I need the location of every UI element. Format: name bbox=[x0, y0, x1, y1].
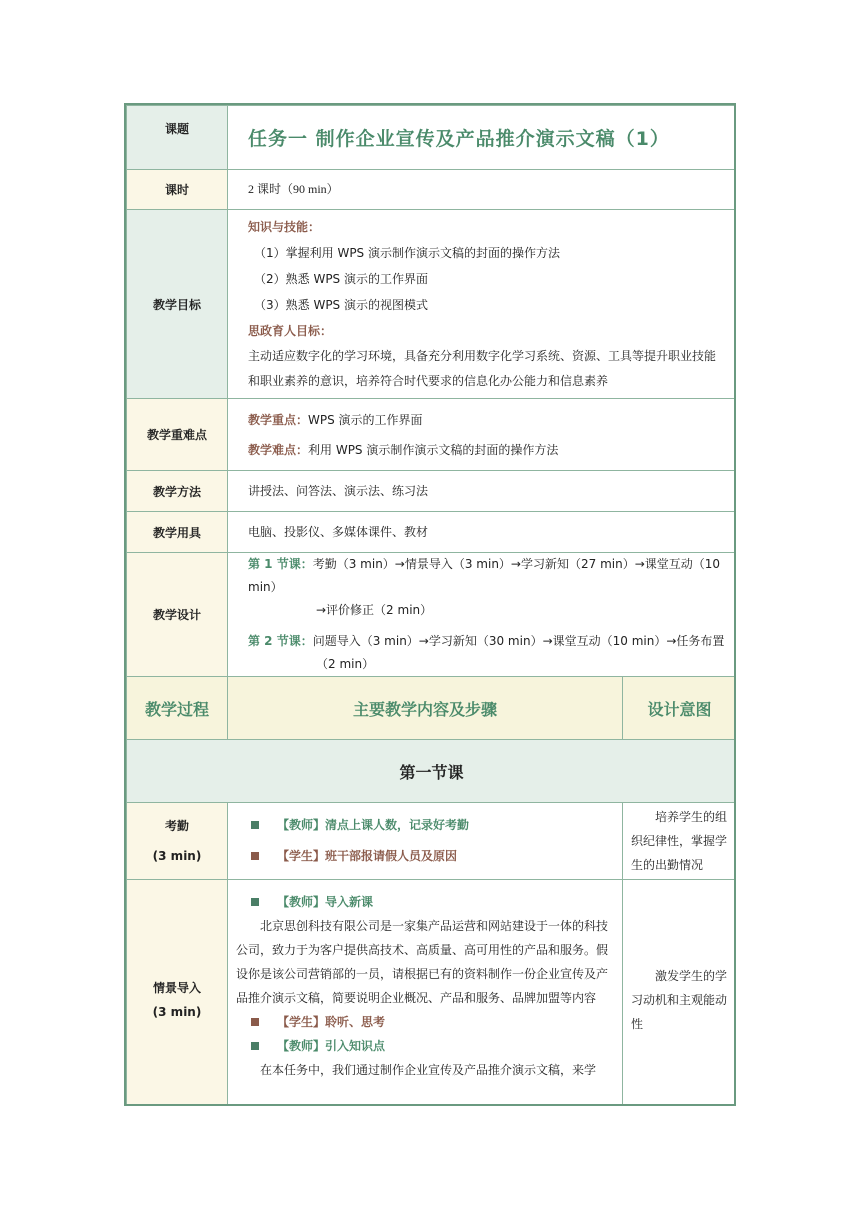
bullet-green-icon bbox=[251, 898, 259, 906]
goal-item-1: （1）掌握利用 WPS 演示制作演示文稿的封面的操作方法 bbox=[254, 246, 560, 260]
process-header-col1: 教学过程 bbox=[127, 677, 228, 740]
goal-item-3: （3）熟悉 WPS 演示的视图模式 bbox=[254, 298, 428, 312]
keypoints-row bbox=[127, 399, 737, 471]
hours-row bbox=[127, 170, 737, 210]
hard-label: 教学难点： bbox=[248, 442, 309, 457]
tools-label: 教学用具 bbox=[127, 512, 228, 553]
bullet-green-icon bbox=[251, 821, 259, 829]
knowledge-title: 知识与技能： bbox=[248, 220, 321, 234]
section1-title: 第一节课 bbox=[127, 740, 737, 803]
section1-row bbox=[127, 740, 737, 803]
goal-item-2: （2）熟悉 WPS 演示的工作界面 bbox=[254, 272, 428, 286]
lesson-plan-sheet bbox=[124, 103, 736, 1106]
goals-content bbox=[228, 210, 737, 399]
method-row bbox=[127, 471, 737, 512]
intro-student: 【学生】聆听、思考 bbox=[277, 1015, 386, 1029]
topic-label: 课题 bbox=[127, 106, 228, 170]
session2-label: 第 2 节课： bbox=[248, 634, 313, 648]
process-header-col2: 主要教学内容及步骤 bbox=[228, 677, 623, 740]
intro-label: 情景导入 bbox=[152, 980, 201, 995]
intro-time: (3 min) bbox=[152, 1004, 202, 1019]
session2-line1: 问题导入（3 min）→学习新知（30 min）→课堂互动（10 min）→任务布置 bbox=[312, 634, 725, 648]
tools-value: 电脑、投影仪、多媒体课件、教材 bbox=[228, 512, 737, 553]
intro-row bbox=[127, 880, 737, 1107]
session2-line2: （2 min） bbox=[316, 657, 375, 671]
lesson-plan-table bbox=[126, 105, 736, 1106]
intro-steps bbox=[228, 880, 623, 1107]
method-value: 讲授法、问答法、演示法、练习法 bbox=[228, 471, 737, 512]
bullet-brown-icon bbox=[251, 852, 259, 860]
attendance-row bbox=[127, 803, 737, 880]
goals-label: 教学目标 bbox=[127, 210, 228, 399]
key-text: WPS 演示的工作界面 bbox=[308, 412, 423, 427]
attendance-intent: 培养学生的组织纪律性，掌握学生的出勤情况 bbox=[623, 803, 737, 880]
attendance-time: (3 min) bbox=[152, 849, 202, 863]
attendance-label: 考勤 bbox=[164, 819, 189, 833]
ideology-title: 思政育人目标： bbox=[248, 324, 333, 338]
key-label: 教学重点： bbox=[248, 412, 309, 427]
process-header-row bbox=[127, 677, 737, 740]
attendance-label-cell bbox=[127, 803, 228, 880]
intro-paragraph1: 北京思创科技有限公司是一家集产品运营和网站建设于一体的科技公司，致力于为客户提供高技术、高质量、高可用性的产品和服务。假设你是该公司营销部的一员，请根据已有的资料制作一份企业宣传及产品推介演示文稿，简要说明企业概况、产品和服务、品牌加盟等内容 bbox=[236, 919, 609, 1005]
hours-value: 2 课时（90 min） bbox=[228, 170, 737, 210]
keypoints-content bbox=[228, 399, 737, 471]
hard-text: 利用 WPS 演示制作演示文稿的封面的操作方法 bbox=[308, 442, 559, 457]
design-row bbox=[127, 553, 737, 677]
tools-row bbox=[127, 512, 737, 553]
bullet-green-icon bbox=[251, 1042, 259, 1050]
topic-title: 任务一 制作企业宣传及产品推介演示文稿（1） bbox=[228, 106, 737, 170]
intro-teacher2: 【教师】引入知识点 bbox=[277, 1039, 386, 1053]
design-label: 教学设计 bbox=[127, 553, 228, 677]
bullet-brown-icon bbox=[251, 1018, 259, 1026]
session1-label: 第 1 节课： bbox=[248, 557, 313, 571]
session1-line2: →评价修正（2 min） bbox=[316, 603, 433, 617]
intro-teacher1: 【教师】导入新课 bbox=[277, 895, 374, 909]
keypoints-label: 教学重难点 bbox=[127, 399, 228, 471]
attendance-student: 【学生】班干部报请假人员及原因 bbox=[277, 849, 458, 863]
hours-label: 课时 bbox=[127, 170, 228, 210]
goals-row bbox=[127, 210, 737, 399]
intro-label-cell bbox=[127, 880, 228, 1107]
ideology-text: 主动适应数字化的学习环境，具备充分利用数字化学习系统、资源、工具等提升职业技能和职业素养的意识，培养符合时代要求的信息化办公能力和信息素养 bbox=[248, 349, 717, 388]
method-label: 教学方法 bbox=[127, 471, 228, 512]
process-header-col3: 设计意图 bbox=[623, 677, 737, 740]
topic-row bbox=[127, 106, 737, 170]
intro-paragraph2: 在本任务中，我们通过制作企业宣传及产品推介演示文稿，来学 bbox=[260, 1063, 597, 1077]
attendance-steps bbox=[228, 803, 623, 880]
attendance-teacher: 【教师】清点上课人数，记录好考勤 bbox=[277, 818, 470, 832]
intro-intent: 激发学生的学习动机和主观能动性 bbox=[623, 880, 737, 1107]
design-content bbox=[228, 553, 737, 677]
session1-line1: 考勤（3 min）→情景导入（3 min）→学习新知（27 min）→课堂互动（10 min） bbox=[248, 557, 721, 594]
